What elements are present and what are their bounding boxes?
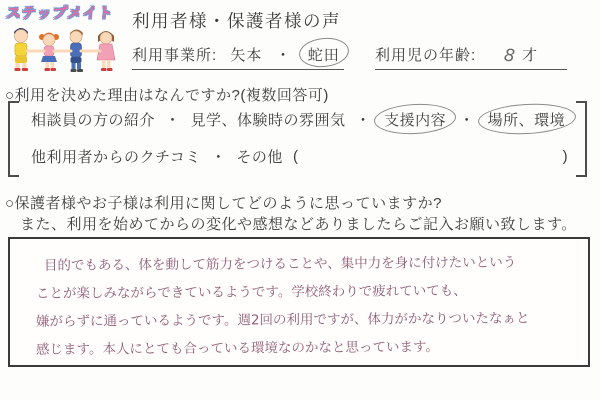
brand-logo-text: ステップメイト — [5, 5, 114, 22]
option-referral: 相談員の方の紹介 — [31, 112, 156, 129]
office-option-yamoto: 矢本 — [230, 47, 263, 64]
other-paren-close: ) — [562, 148, 569, 165]
question2-prompt-line2: また、利用を始めてからの変化や感想などありましたらご記入お願い致します。 — [20, 216, 577, 233]
office-label: 利用事業所: — [132, 47, 218, 64]
office-option-hebita-circled: 蛇田 — [305, 44, 343, 65]
option-separator-dot: ・ — [165, 112, 181, 129]
question1-prompt: ○利用を決めた理由はなんですか?(複数回答可) — [5, 87, 329, 104]
option-other: その他 — [236, 149, 283, 166]
option-separator-dot: ・ — [210, 149, 227, 166]
office-field — [132, 44, 344, 70]
question1-options-row2 — [31, 146, 568, 167]
question1-options — [19, 101, 576, 177]
age-label: 利用児の年齢: — [375, 47, 477, 64]
right-bracket — [576, 101, 587, 177]
option-separator-dot: ・ — [355, 112, 372, 129]
handwritten-line: 嫌がらずに通っているようです。週2回の利用ですが、体力がかなりついたなぁと — [35, 310, 530, 330]
office-separator-dot: ・ — [275, 47, 292, 64]
age-unit: 才 — [522, 47, 539, 64]
question1-options-row1 — [31, 109, 568, 130]
handwritten-line: ことが楽しみながらできているようです。学校終わりで疲れていても、 — [35, 282, 467, 302]
option-word-of-mouth: 他利用者からのクチコミ — [31, 149, 201, 166]
brand-logo — [6, 2, 126, 74]
question1-options-group — [8, 101, 586, 177]
children-holding-hands-illustration — [6, 24, 124, 74]
option-visit-atmosphere: 見学、体験時の雰囲気 — [190, 112, 346, 129]
option-support-content-circled: 支援内容 — [381, 109, 449, 130]
page-title: 利用者様・保護者様の声 — [132, 11, 341, 31]
handwritten-line: 感じます。本人にとても合っている環境なのかなと思っています。 — [35, 339, 439, 358]
handwritten-answer-box — [8, 237, 590, 367]
other-paren-open: ( — [292, 148, 299, 165]
handwritten-line: 目的でもある、体を動して筋力をつけることや、集中力を身に付けたいという — [43, 254, 517, 274]
question2-prompt-line1: ○保護者様やお子様は利用に関してどのように思っていますか? — [5, 195, 442, 212]
age-field — [375, 44, 567, 70]
option-location-environment-circled: 場所、環境 — [485, 109, 569, 130]
option-separator-dot: ・ — [459, 112, 475, 129]
question2-prompt — [5, 193, 577, 235]
left-bracket — [8, 101, 19, 177]
age-handwritten-value: 8 — [503, 45, 517, 67]
